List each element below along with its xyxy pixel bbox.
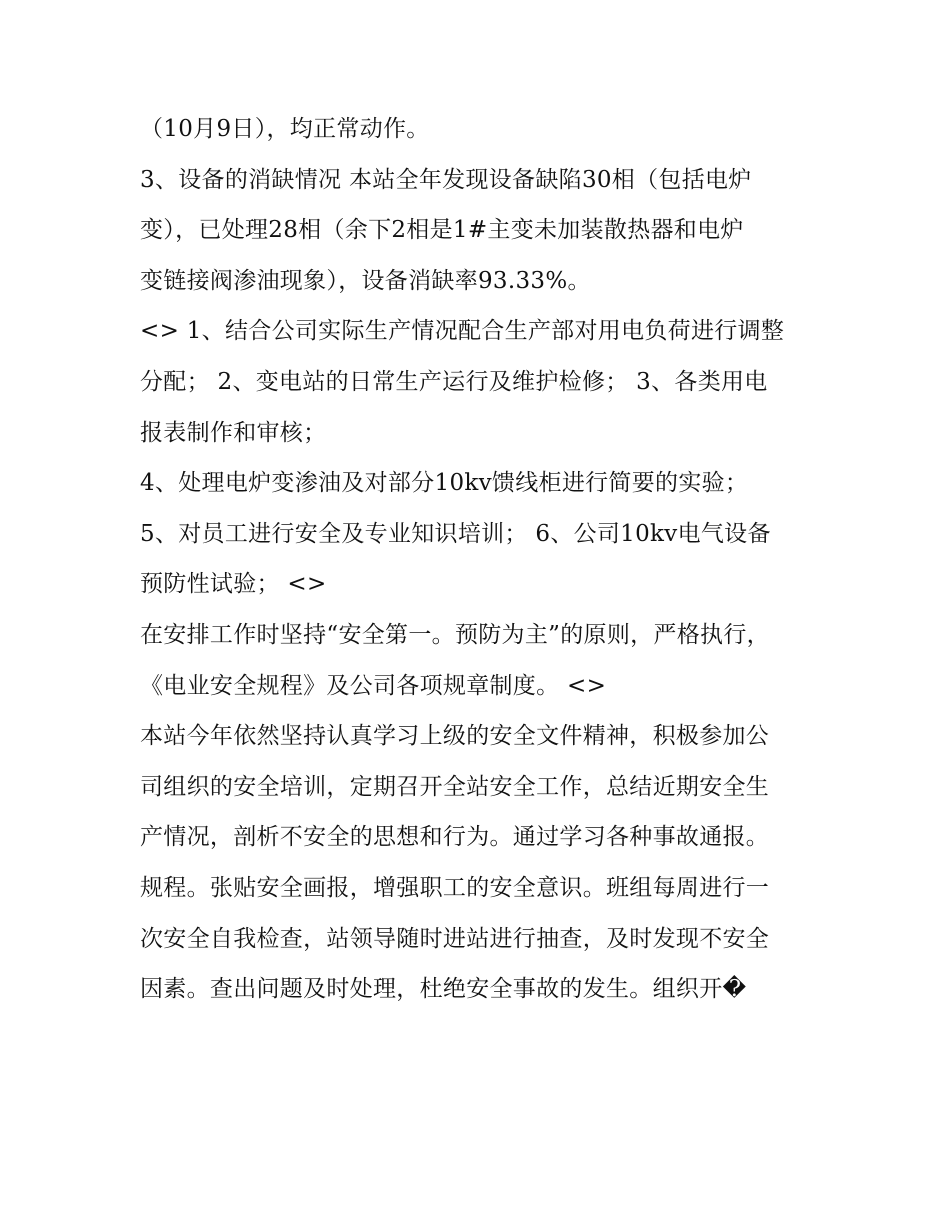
text-line: 3、设备的消缺情况 本站全年发现设备缺陷30相（包括电炉 [140,166,752,193]
text-line: 变），已处理28相（余下2相是1#主变未加装散热器和电炉 [140,217,744,244]
text-line: 分配； 2、变电站的日常生产运行及维护检修； 3、各类用电 [140,368,768,395]
text-line: 预防性试验； <> [140,571,327,598]
text-line: 报表制作和审核； [140,419,327,446]
text-line: 本站今年依然坚持认真学习上级的安全文件精神，积极参加公 [140,723,770,750]
text-line: 5、对员工进行安全及专业知识培训； 6、公司10kv电气设备 [140,520,771,547]
text-line: 规程。张贴安全画报，增强职工的安全意识。班组每周进行一 [140,874,770,901]
text-line: 司组织的安全培训，定期召开全站安全工作，总结近期安全生 [140,773,770,800]
text-line: 次安全自我检查，站领导随时进站进行抽查，及时发现不安全 [140,925,770,952]
text-line: 4、处理电炉变渗油及对部分10kv馈线柜进行简要的实验； [140,470,749,497]
text-line: <> 1、结合公司实际生产情况配合生产部对用电负荷进行调整 [140,318,785,345]
text-line: 产情况，剖析不安全的思想和行为。通过学习各种事故通报。 [140,824,770,851]
text-line: 变链接阀渗油现象），设备消缺率93.33%。 [140,267,591,294]
text-line: 在安排工作时坚持“安全第一。预防为主”的原则，严格执行， [140,621,770,648]
text-line: 因素。查出问题及时处理，杜绝安全事故的发生。组织开� [140,976,747,1003]
text-line: 《电业安全规程》及公司各项规章制度。 <> [140,672,607,699]
document-body [140,104,820,1015]
text-line: （10月9日），均正常动作。 [140,116,430,142]
